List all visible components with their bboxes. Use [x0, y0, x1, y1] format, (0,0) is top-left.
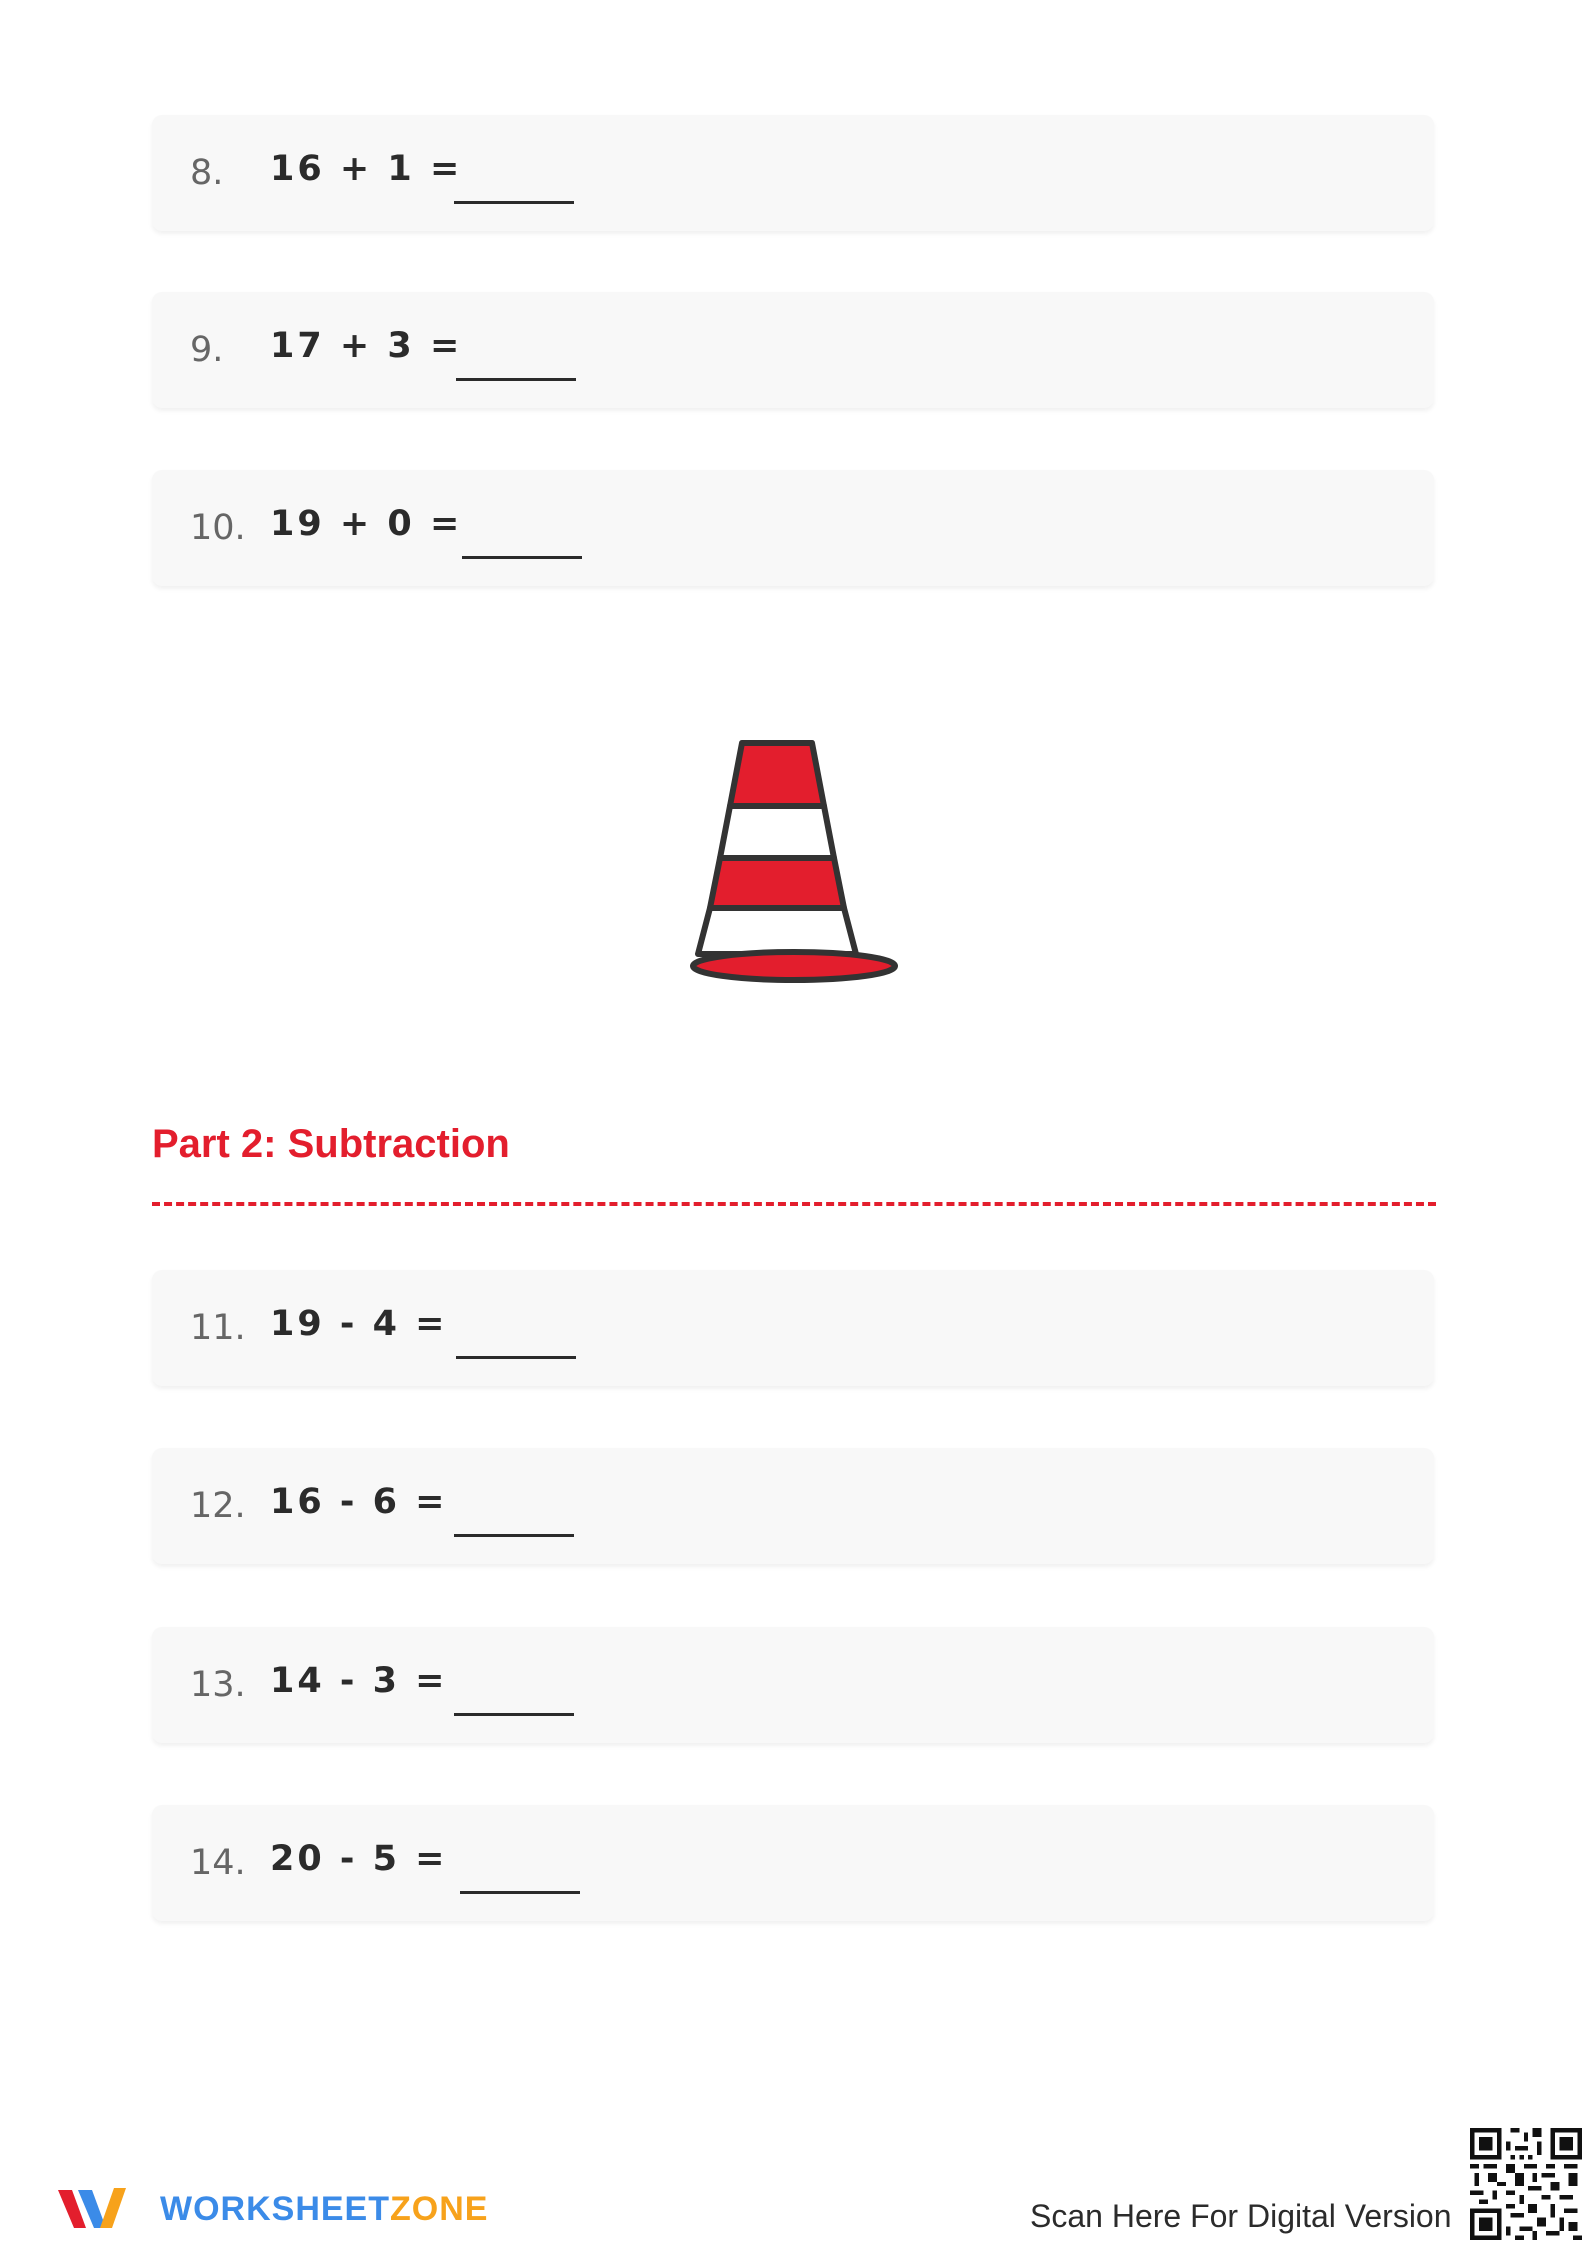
- problem-number: 14.: [190, 1843, 246, 1883]
- section-title: Part 2: Subtraction: [152, 1122, 510, 1166]
- problem-card-8: [152, 115, 1434, 231]
- problem-card-9: [152, 292, 1434, 408]
- problem-number: 9.: [190, 330, 224, 370]
- worksheetzone-logo-icon: [54, 2184, 146, 2234]
- answer-blank[interactable]: [454, 1534, 574, 1537]
- problem-card-11: [152, 1270, 1434, 1386]
- problem-equation: 19 - 4 =: [270, 1304, 448, 1344]
- problem-equation: 19 + 0 =: [270, 504, 463, 544]
- problem-equation: 14 - 3 =: [270, 1661, 448, 1701]
- problem-equation: 16 + 1 =: [270, 149, 463, 189]
- problem-card-12: [152, 1448, 1434, 1564]
- answer-blank[interactable]: [456, 378, 576, 381]
- brand-name-accent: ZONE: [390, 2190, 489, 2228]
- answer-blank[interactable]: [456, 1356, 576, 1359]
- scan-prompt: Scan Here For Digital Version: [1030, 2198, 1452, 2234]
- problem-equation: 20 - 5 =: [270, 1839, 448, 1879]
- problem-number: 12.: [190, 1486, 246, 1526]
- brand-logo[interactable]: [54, 2184, 694, 2234]
- problem-equation: 16 - 6 =: [270, 1482, 448, 1522]
- traffic-cone-icon: [688, 740, 900, 986]
- problem-card-14: [152, 1805, 1434, 1921]
- qr-code-icon[interactable]: [1470, 2128, 1582, 2240]
- problem-number: 13.: [190, 1665, 246, 1705]
- answer-blank[interactable]: [454, 201, 574, 204]
- problem-number: 8.: [190, 153, 224, 193]
- section-divider: [152, 1202, 1436, 1206]
- answer-blank[interactable]: [454, 1713, 574, 1716]
- answer-blank[interactable]: [462, 556, 582, 559]
- problem-card-13: [152, 1627, 1434, 1743]
- brand-name: [160, 2190, 488, 2229]
- problem-equation: 17 + 3 =: [270, 326, 463, 366]
- problem-number: 10.: [190, 508, 246, 548]
- problem-card-10: [152, 470, 1434, 586]
- answer-blank[interactable]: [460, 1891, 580, 1894]
- problem-number: 11.: [190, 1308, 246, 1348]
- brand-name-main: WORKSHEET: [160, 2190, 390, 2228]
